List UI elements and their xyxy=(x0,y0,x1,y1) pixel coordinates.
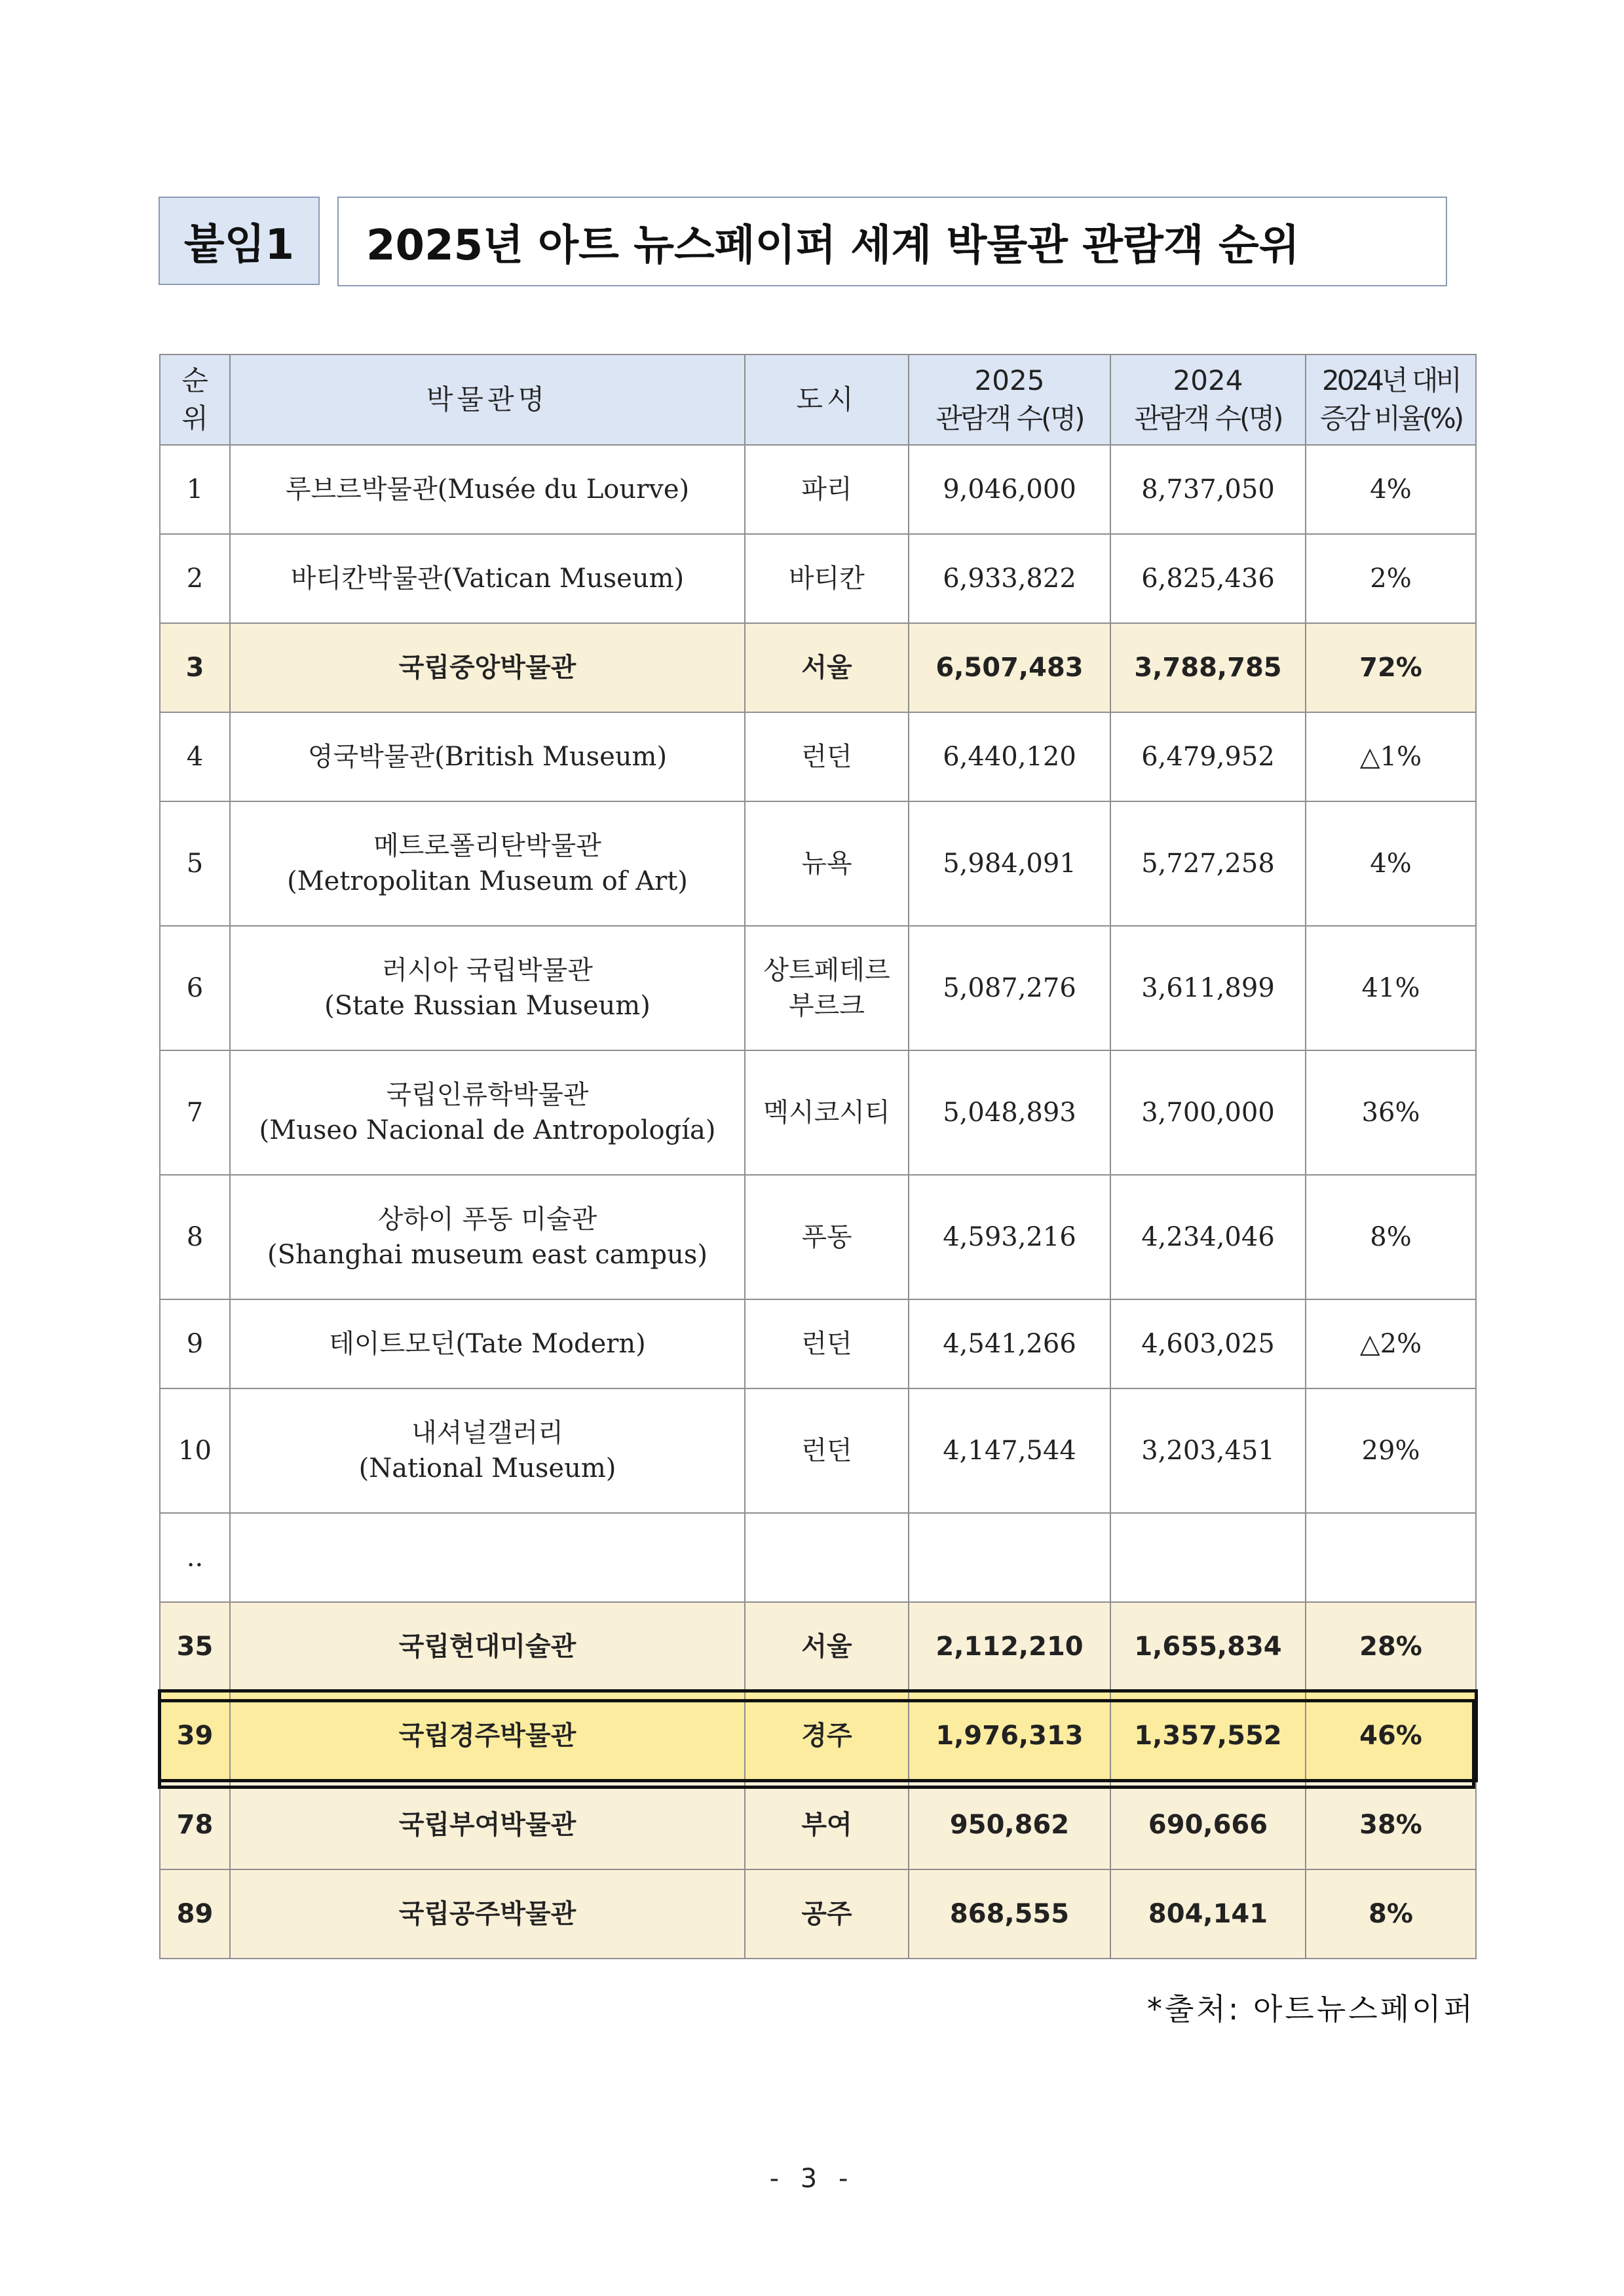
visitors-2025-cell xyxy=(909,1602,1110,1691)
visitors-2025-cell xyxy=(909,445,1110,534)
visitors-2024-cell xyxy=(1110,1299,1306,1388)
museum-name: 루브르박물관(Musée du Lourve) xyxy=(285,474,690,505)
city-name: 런던 xyxy=(801,742,852,772)
rank-cell xyxy=(160,1869,230,1959)
change-rate: 4% xyxy=(1370,474,1412,505)
museum-name-cell xyxy=(230,712,745,801)
change-rate-cell xyxy=(1306,1050,1476,1175)
rank-value: 78 xyxy=(176,1810,214,1840)
table-row xyxy=(160,1869,1476,1959)
museum-name: 국립중앙박물관 xyxy=(398,653,576,683)
rank-value: 35 xyxy=(176,1632,214,1662)
city-name: 부여 xyxy=(801,1810,852,1840)
header-2024-visitors: 2024 관람객 수(명) xyxy=(1110,354,1306,445)
museum-name-en: (Museo Nacional de Antropología) xyxy=(259,1115,716,1145)
visitors-2025: 5,087,276 xyxy=(943,973,1076,1003)
city-cell xyxy=(745,1050,909,1175)
visitors-2024-cell xyxy=(1110,534,1306,623)
visitors-2024-cell xyxy=(1110,926,1306,1050)
city-name: 파리 xyxy=(801,474,852,505)
change-rate-cell xyxy=(1306,926,1476,1050)
table-row xyxy=(160,801,1476,926)
visitors-2024-cell xyxy=(1110,1513,1306,1602)
city-name: 뉴욕 xyxy=(801,849,852,879)
change-rate: 29% xyxy=(1361,1436,1420,1466)
change-rate-cell xyxy=(1306,1780,1476,1869)
visitors-2024: 5,727,258 xyxy=(1141,849,1275,879)
attachment-tag: 붙임1 xyxy=(159,197,320,285)
rank-cell xyxy=(160,1691,230,1780)
source-note: *출처: 아트뉴스페이퍼 xyxy=(1146,1991,1475,2027)
rank-cell xyxy=(160,1175,230,1299)
rank-value: 10 xyxy=(178,1436,212,1466)
city-name: 서울 xyxy=(801,653,852,683)
change-rate: 72% xyxy=(1359,653,1422,683)
table-row xyxy=(160,445,1476,534)
change-rate-cell xyxy=(1306,801,1476,926)
change-rate: 38% xyxy=(1359,1810,1422,1840)
city-cell xyxy=(745,712,909,801)
museum-name-cell xyxy=(230,1175,745,1299)
change-rate: 28% xyxy=(1359,1632,1422,1662)
table-row xyxy=(160,1050,1476,1175)
rank-cell xyxy=(160,1513,230,1602)
city-cell xyxy=(745,1299,909,1388)
visitors-2024: 1,655,834 xyxy=(1134,1632,1282,1662)
change-rate-cell xyxy=(1306,1513,1476,1602)
city-cell xyxy=(745,445,909,534)
visitors-2024: 1,357,552 xyxy=(1134,1721,1282,1751)
visitors-2025-cell xyxy=(909,926,1110,1050)
rank-value: 5 xyxy=(186,849,204,879)
visitors-2025-cell xyxy=(909,1050,1110,1175)
table-row xyxy=(160,1513,1476,1602)
rank-value: 39 xyxy=(176,1721,214,1751)
change-rate: 41% xyxy=(1361,973,1420,1003)
visitors-2024: 3,203,451 xyxy=(1141,1436,1275,1466)
city-cell xyxy=(745,1388,909,1513)
table-row xyxy=(160,1388,1476,1513)
city-cell xyxy=(745,623,909,712)
change-rate: △2% xyxy=(1359,1329,1422,1359)
visitors-2025: 6,933,822 xyxy=(943,564,1076,594)
visitors-2024-cell xyxy=(1110,623,1306,712)
change-rate: △1% xyxy=(1359,742,1422,772)
rank-value: 2 xyxy=(186,564,204,594)
museum-name-cell xyxy=(230,1602,745,1691)
rank-cell xyxy=(160,712,230,801)
city-cell xyxy=(745,534,909,623)
rank-cell xyxy=(160,534,230,623)
city-name: 푸동 xyxy=(801,1222,852,1252)
page-title: 2025년 아트 뉴스페이퍼 세계 박물관 관람객 순위 xyxy=(337,197,1447,286)
city-cell xyxy=(745,1175,909,1299)
change-rate-cell xyxy=(1306,1691,1476,1780)
rank-cell xyxy=(160,1602,230,1691)
visitors-2025: 6,507,483 xyxy=(935,653,1084,683)
city-name: 상트페테르 xyxy=(763,955,890,985)
visitors-2024: 8,737,050 xyxy=(1141,474,1275,505)
museum-name: 러시아 국립박물관 xyxy=(382,955,593,985)
museum-name-cell xyxy=(230,801,745,926)
rank-cell xyxy=(160,1780,230,1869)
rank-value: 4 xyxy=(186,742,204,772)
change-rate-cell xyxy=(1306,1299,1476,1388)
museum-name: 바티칸박물관(Vatican Museum) xyxy=(290,564,685,594)
table-row xyxy=(160,1691,1476,1780)
table-row xyxy=(160,1602,1476,1691)
museum-name: 내셔널갤러리 xyxy=(411,1418,563,1448)
table-row xyxy=(160,1175,1476,1299)
rank-value: 3 xyxy=(185,653,204,683)
city-name: 런던 xyxy=(801,1436,852,1466)
museum-name-cell xyxy=(230,623,745,712)
visitors-2025: 950,862 xyxy=(949,1810,1070,1840)
change-rate: 2% xyxy=(1370,564,1412,594)
museum-name: 영국박물관(British Museum) xyxy=(307,742,668,772)
museum-name-en: (Shanghai museum east campus) xyxy=(267,1240,708,1270)
rank-cell xyxy=(160,445,230,534)
visitors-2024-cell xyxy=(1110,712,1306,801)
museum-name: 국립인류학박물관 xyxy=(386,1080,589,1110)
museum-name-cell xyxy=(230,1513,745,1602)
museum-name: 국립경주박물관 xyxy=(398,1721,576,1751)
rank-cell xyxy=(160,1299,230,1388)
rank-value: 89 xyxy=(176,1899,214,1929)
visitors-2025-cell xyxy=(909,1299,1110,1388)
city-cell xyxy=(745,926,909,1050)
visitors-2024: 804,141 xyxy=(1148,1899,1268,1929)
rank-cell xyxy=(160,926,230,1050)
rank-value: 8 xyxy=(186,1222,204,1252)
museum-name: 국립부여박물관 xyxy=(398,1810,576,1840)
visitors-2024: 6,479,952 xyxy=(1141,742,1275,772)
museum-name: 메트로폴리탄박물관 xyxy=(373,831,601,861)
visitors-2024: 690,666 xyxy=(1148,1810,1268,1840)
rank-cell xyxy=(160,801,230,926)
rank-value: 6 xyxy=(186,973,204,1003)
visitors-2024-cell xyxy=(1110,1388,1306,1513)
museum-name-cell xyxy=(230,445,745,534)
change-rate-cell xyxy=(1306,1388,1476,1513)
city-name: 공주 xyxy=(801,1899,852,1929)
header-museum-name: 박물관명 xyxy=(230,354,745,445)
rank-cell xyxy=(160,1388,230,1513)
museum-name-en: (Metropolitan Museum of Art) xyxy=(287,866,688,896)
city-name: 바티칸 xyxy=(789,564,865,594)
change-rate-cell xyxy=(1306,1175,1476,1299)
visitors-2024-cell xyxy=(1110,1602,1306,1691)
rank-value: .. xyxy=(186,1542,204,1573)
visitors-2024-cell xyxy=(1110,1691,1306,1780)
rank-cell xyxy=(160,623,230,712)
change-rate-cell xyxy=(1306,712,1476,801)
museum-ranking-table xyxy=(159,354,1477,1959)
visitors-2025-cell xyxy=(909,1175,1110,1299)
city-cell xyxy=(745,1869,909,1959)
city-cell xyxy=(745,1691,909,1780)
museum-name-cell xyxy=(230,1050,745,1175)
museum-name-cell xyxy=(230,1691,745,1780)
table-row xyxy=(160,1299,1476,1388)
header-city: 도시 xyxy=(745,354,909,445)
visitors-2025: 5,048,893 xyxy=(943,1098,1076,1128)
visitors-2024-cell xyxy=(1110,801,1306,926)
museum-name-cell xyxy=(230,1299,745,1388)
city-name: 런던 xyxy=(801,1329,852,1359)
header-change-rate: 2024년 대비 증감 비율(%) xyxy=(1306,354,1476,445)
visitors-2024: 3,788,785 xyxy=(1134,653,1282,683)
change-rate: 36% xyxy=(1361,1098,1420,1128)
rank-value: 7 xyxy=(186,1098,204,1128)
visitors-2025-cell xyxy=(909,801,1110,926)
city-name: 멕시코시티 xyxy=(763,1098,890,1128)
change-rate: 8% xyxy=(1369,1899,1413,1929)
visitors-2025: 2,112,210 xyxy=(935,1632,1084,1662)
city-cell xyxy=(745,801,909,926)
rank-value: 1 xyxy=(186,474,204,505)
museum-name-en: (State Russian Museum) xyxy=(324,991,651,1021)
visitors-2024: 3,700,000 xyxy=(1141,1098,1275,1128)
visitors-2025-cell xyxy=(909,1388,1110,1513)
change-rate-cell xyxy=(1306,445,1476,534)
visitors-2025: 1,976,313 xyxy=(935,1721,1084,1751)
table-row xyxy=(160,623,1476,712)
museum-name-cell xyxy=(230,1780,745,1869)
museum-name: 국립현대미술관 xyxy=(398,1632,576,1662)
header-rank: 순 위 xyxy=(160,354,230,445)
change-rate-cell xyxy=(1306,623,1476,712)
museum-name-cell xyxy=(230,926,745,1050)
rank-cell xyxy=(160,1050,230,1175)
visitors-2024: 6,825,436 xyxy=(1141,564,1275,594)
visitors-2025: 6,440,120 xyxy=(943,742,1076,772)
table-row xyxy=(160,926,1476,1050)
visitors-2025-cell xyxy=(909,1869,1110,1959)
visitors-2025: 5,984,091 xyxy=(943,849,1076,879)
visitors-2024-cell xyxy=(1110,1050,1306,1175)
city-cell xyxy=(745,1513,909,1602)
visitors-2024-cell xyxy=(1110,445,1306,534)
change-rate: 4% xyxy=(1370,849,1412,879)
visitors-2024-cell xyxy=(1110,1175,1306,1299)
visitors-2025-cell xyxy=(909,623,1110,712)
city-name: 경주 xyxy=(801,1721,852,1751)
change-rate: 8% xyxy=(1370,1222,1412,1252)
change-rate-cell xyxy=(1306,534,1476,623)
visitors-2025: 4,541,266 xyxy=(943,1329,1076,1359)
visitors-2024-cell xyxy=(1110,1780,1306,1869)
table-row xyxy=(160,534,1476,623)
museum-name: 테이트모던(Tate Modern) xyxy=(329,1329,646,1359)
museum-name: 국립공주박물관 xyxy=(398,1899,576,1929)
visitors-2025-cell xyxy=(909,1780,1110,1869)
city-cell xyxy=(745,1602,909,1691)
museum-name-en: (National Museum) xyxy=(358,1453,616,1483)
city-name: 서울 xyxy=(801,1632,852,1662)
museum-name-cell xyxy=(230,1388,745,1513)
table-row xyxy=(160,712,1476,801)
change-rate-cell xyxy=(1306,1869,1476,1959)
visitors-2025: 4,593,216 xyxy=(943,1222,1076,1252)
page-number: - 3 - xyxy=(769,2164,855,2194)
visitors-2024: 3,611,899 xyxy=(1141,973,1275,1003)
museum-name-cell xyxy=(230,1869,745,1959)
city-name-cont: 부르크 xyxy=(789,991,865,1021)
visitors-2024: 4,603,025 xyxy=(1141,1329,1275,1359)
visitors-2025-cell xyxy=(909,534,1110,623)
city-cell xyxy=(745,1780,909,1869)
visitors-2025: 9,046,000 xyxy=(943,474,1076,505)
change-rate-cell xyxy=(1306,1602,1476,1691)
header-2025-visitors: 2025 관람객 수(명) xyxy=(909,354,1110,445)
change-rate: 46% xyxy=(1359,1721,1422,1751)
museum-name: 상하이 푸동 미술관 xyxy=(377,1204,597,1234)
visitors-2024: 4,234,046 xyxy=(1141,1222,1275,1252)
visitors-2025-cell xyxy=(909,1513,1110,1602)
visitors-2024-cell xyxy=(1110,1869,1306,1959)
rank-value: 9 xyxy=(186,1329,204,1359)
table-row xyxy=(160,1780,1476,1869)
visitors-2025: 868,555 xyxy=(949,1899,1070,1929)
visitors-2025-cell xyxy=(909,1691,1110,1780)
visitors-2025-cell xyxy=(909,712,1110,801)
museum-name-cell xyxy=(230,534,745,623)
visitors-2025: 4,147,544 xyxy=(943,1436,1076,1466)
